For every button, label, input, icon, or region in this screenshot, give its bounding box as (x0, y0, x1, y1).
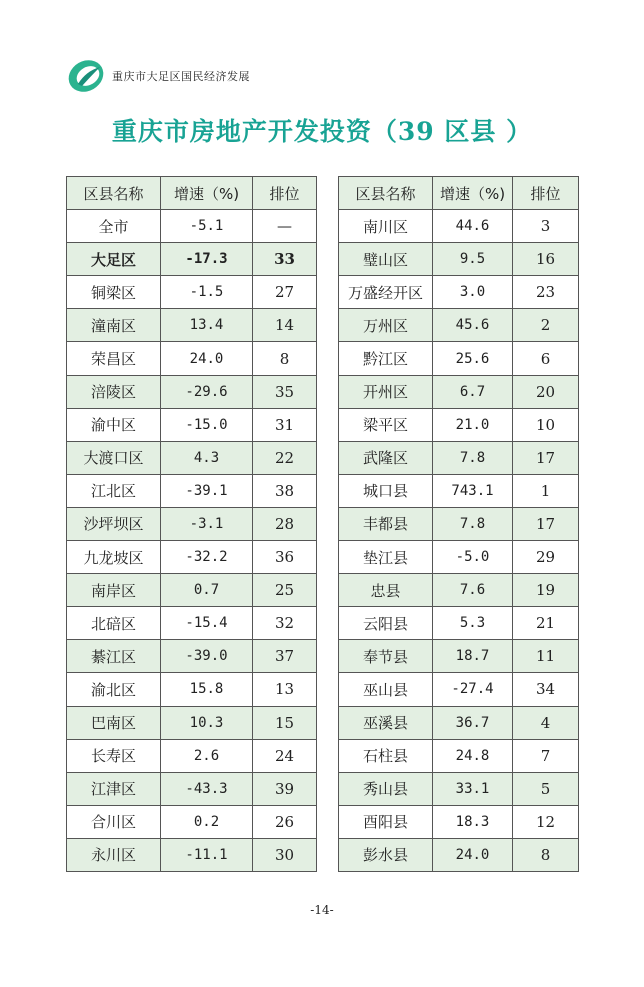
cell-rate: -39.0 (161, 640, 253, 673)
table-row (67, 607, 317, 640)
cell-rank: 31 (253, 408, 317, 441)
table-row (339, 441, 579, 474)
cell-rate: 24.8 (433, 739, 513, 772)
cell-rank: 7 (513, 739, 579, 772)
cell-name: 涪陵区 (67, 375, 161, 408)
table-row (339, 640, 579, 673)
table-row (67, 441, 317, 474)
cell-rank: 26 (253, 805, 317, 838)
cell-rank: 8 (513, 838, 579, 871)
right-table (338, 176, 579, 872)
cell-rank: 11 (513, 640, 579, 673)
cell-name: 巫山县 (339, 673, 433, 706)
table-row (339, 507, 579, 540)
table-row (339, 342, 579, 375)
cell-name: 梁平区 (339, 408, 433, 441)
table-row (67, 474, 317, 507)
cell-name: 北碚区 (67, 607, 161, 640)
cell-rank: 38 (253, 474, 317, 507)
table-row (339, 607, 579, 640)
table-row (339, 408, 579, 441)
table-row (67, 375, 317, 408)
table-row (339, 243, 579, 276)
cell-rate: -39.1 (161, 474, 253, 507)
cell-name: 綦江区 (67, 640, 161, 673)
cell-rank: 2 (513, 309, 579, 342)
cell-name: 开州区 (339, 375, 433, 408)
cell-rate: 3.0 (433, 276, 513, 309)
cell-rank: 16 (513, 243, 579, 276)
table-row (339, 838, 579, 871)
cell-rate: 7.6 (433, 574, 513, 607)
cell-rate: 13.4 (161, 309, 253, 342)
cell-rank: 17 (513, 507, 579, 540)
cell-rate: 18.3 (433, 805, 513, 838)
cell-name: 秀山县 (339, 772, 433, 805)
cell-name: 江北区 (67, 474, 161, 507)
table-row (339, 474, 579, 507)
cell-rate: 15.8 (161, 673, 253, 706)
cell-rate: -17.3 (161, 243, 253, 276)
header-text: 重庆市大足区国民经济发展 (112, 70, 250, 83)
cell-name: 沙坪坝区 (67, 507, 161, 540)
cell-name: 璧山区 (339, 243, 433, 276)
cell-rank: 17 (513, 441, 579, 474)
table-row (339, 706, 579, 739)
col-header-rank: 排位 (513, 177, 579, 210)
table-row (67, 673, 317, 706)
table-row (339, 210, 579, 243)
cell-rank: 37 (253, 640, 317, 673)
cell-rate: 24.0 (433, 838, 513, 871)
cell-rank: 19 (513, 574, 579, 607)
cell-rank: — (253, 210, 317, 243)
table-row (67, 541, 317, 574)
table-row (339, 673, 579, 706)
cell-name: 长寿区 (67, 739, 161, 772)
cell-name: 垫江县 (339, 541, 433, 574)
page-title: 重庆市房地产开发投资（39 区县 ） (111, 117, 533, 146)
cell-name: 丰都县 (339, 507, 433, 540)
table-row (67, 706, 317, 739)
cell-name: 黔江区 (339, 342, 433, 375)
cell-name: 云阳县 (339, 607, 433, 640)
cell-name: 城口县 (339, 474, 433, 507)
table-row (339, 739, 579, 772)
cell-name: 万州区 (339, 309, 433, 342)
cell-rank: 34 (513, 673, 579, 706)
cell-rate: -5.0 (433, 541, 513, 574)
cell-rate: -27.4 (433, 673, 513, 706)
cell-rank: 33 (253, 243, 317, 276)
table-row (67, 574, 317, 607)
cell-rank: 23 (513, 276, 579, 309)
cell-rate: -32.2 (161, 541, 253, 574)
cell-rate: -1.5 (161, 276, 253, 309)
cell-rank: 1 (513, 474, 579, 507)
table-row (67, 838, 317, 871)
cell-rate: 44.6 (433, 210, 513, 243)
table-row (67, 408, 317, 441)
cell-rank: 32 (253, 607, 317, 640)
cell-name: 南岸区 (67, 574, 161, 607)
cell-name: 渝中区 (67, 408, 161, 441)
cell-name: 渝北区 (67, 673, 161, 706)
cell-rate: 2.6 (161, 739, 253, 772)
table-row (339, 276, 579, 309)
cell-rate: 743.1 (433, 474, 513, 507)
cell-rank: 5 (513, 772, 579, 805)
cell-name: 万盛经开区 (339, 276, 433, 309)
cell-rate: -3.1 (161, 507, 253, 540)
table-row (67, 309, 317, 342)
cell-name: 江津区 (67, 772, 161, 805)
cell-rank: 8 (253, 342, 317, 375)
cell-name: 奉节县 (339, 640, 433, 673)
cell-name: 荣昌区 (67, 342, 161, 375)
cell-name: 永川区 (67, 838, 161, 871)
table-row (339, 541, 579, 574)
cell-rate: 7.8 (433, 507, 513, 540)
cell-rank: 15 (253, 706, 317, 739)
cell-rate: 0.7 (161, 574, 253, 607)
cell-rank: 36 (253, 541, 317, 574)
table-row (67, 507, 317, 540)
cell-rank: 25 (253, 574, 317, 607)
cell-rate: 10.3 (161, 706, 253, 739)
cell-name: 合川区 (67, 805, 161, 838)
cell-rank: 22 (253, 441, 317, 474)
cell-rate: -15.0 (161, 408, 253, 441)
col-header-rate: 增速（%) (161, 177, 253, 210)
cell-name: 忠县 (339, 574, 433, 607)
cell-rate: -43.3 (161, 772, 253, 805)
cell-rate: -5.1 (161, 210, 253, 243)
cell-rank: 10 (513, 408, 579, 441)
table-row (67, 210, 317, 243)
cell-name: 酉阳县 (339, 805, 433, 838)
cell-rank: 29 (513, 541, 579, 574)
cell-name: 石柱县 (339, 739, 433, 772)
cell-rate: 7.8 (433, 441, 513, 474)
cell-rate: 45.6 (433, 309, 513, 342)
cell-rank: 4 (513, 706, 579, 739)
cell-rate: 25.6 (433, 342, 513, 375)
col-header-rate: 增速（%) (433, 177, 513, 210)
cell-rate: 24.0 (161, 342, 253, 375)
cell-rate: 36.7 (433, 706, 513, 739)
cell-rank: 3 (513, 210, 579, 243)
cell-name: 大渡口区 (67, 441, 161, 474)
header-row (67, 177, 317, 210)
cell-rate: -11.1 (161, 838, 253, 871)
table-row (339, 574, 579, 607)
cell-name: 铜梁区 (67, 276, 161, 309)
col-header-name: 区县名称 (67, 177, 161, 210)
cell-rate: 5.3 (433, 607, 513, 640)
cell-rate: 4.3 (161, 441, 253, 474)
cell-rate: 33.1 (433, 772, 513, 805)
table-row (67, 640, 317, 673)
cell-name: 南川区 (339, 210, 433, 243)
cell-rank: 35 (253, 375, 317, 408)
table-row (67, 243, 317, 276)
cell-rate: 0.2 (161, 805, 253, 838)
cell-name: 大足区 (67, 243, 161, 276)
cell-name: 潼南区 (67, 309, 161, 342)
cell-rank: 6 (513, 342, 579, 375)
cell-rank: 14 (253, 309, 317, 342)
cell-rank: 21 (513, 607, 579, 640)
cell-name: 巫溪县 (339, 706, 433, 739)
cell-name: 武隆区 (339, 441, 433, 474)
logo-icon (66, 57, 106, 95)
cell-rank: 12 (513, 805, 579, 838)
cell-rate: -15.4 (161, 607, 253, 640)
table-row (339, 375, 579, 408)
cell-rate: 9.5 (433, 243, 513, 276)
cell-rate: -29.6 (161, 375, 253, 408)
cell-rate: 21.0 (433, 408, 513, 441)
cell-rank: 28 (253, 507, 317, 540)
left-table (66, 176, 317, 872)
table-row (67, 276, 317, 309)
table-row (67, 342, 317, 375)
cell-rate: 6.7 (433, 375, 513, 408)
cell-name: 巴南区 (67, 706, 161, 739)
table-row (339, 309, 579, 342)
page-number: -14- (310, 903, 334, 917)
table-row (339, 772, 579, 805)
cell-rank: 30 (253, 838, 317, 871)
cell-rank: 13 (253, 673, 317, 706)
cell-rank: 27 (253, 276, 317, 309)
cell-rank: 20 (513, 375, 579, 408)
col-header-name: 区县名称 (339, 177, 433, 210)
cell-name: 彭水县 (339, 838, 433, 871)
col-header-rank: 排位 (253, 177, 317, 210)
table-row (67, 739, 317, 772)
cell-name: 九龙坡区 (67, 541, 161, 574)
cell-rank: 39 (253, 772, 317, 805)
cell-name: 全市 (67, 210, 161, 243)
cell-rate: 18.7 (433, 640, 513, 673)
cell-rank: 24 (253, 739, 317, 772)
page-header (66, 56, 250, 96)
header-row (339, 177, 579, 210)
table-row (339, 805, 579, 838)
table-row (67, 805, 317, 838)
table-row (67, 772, 317, 805)
